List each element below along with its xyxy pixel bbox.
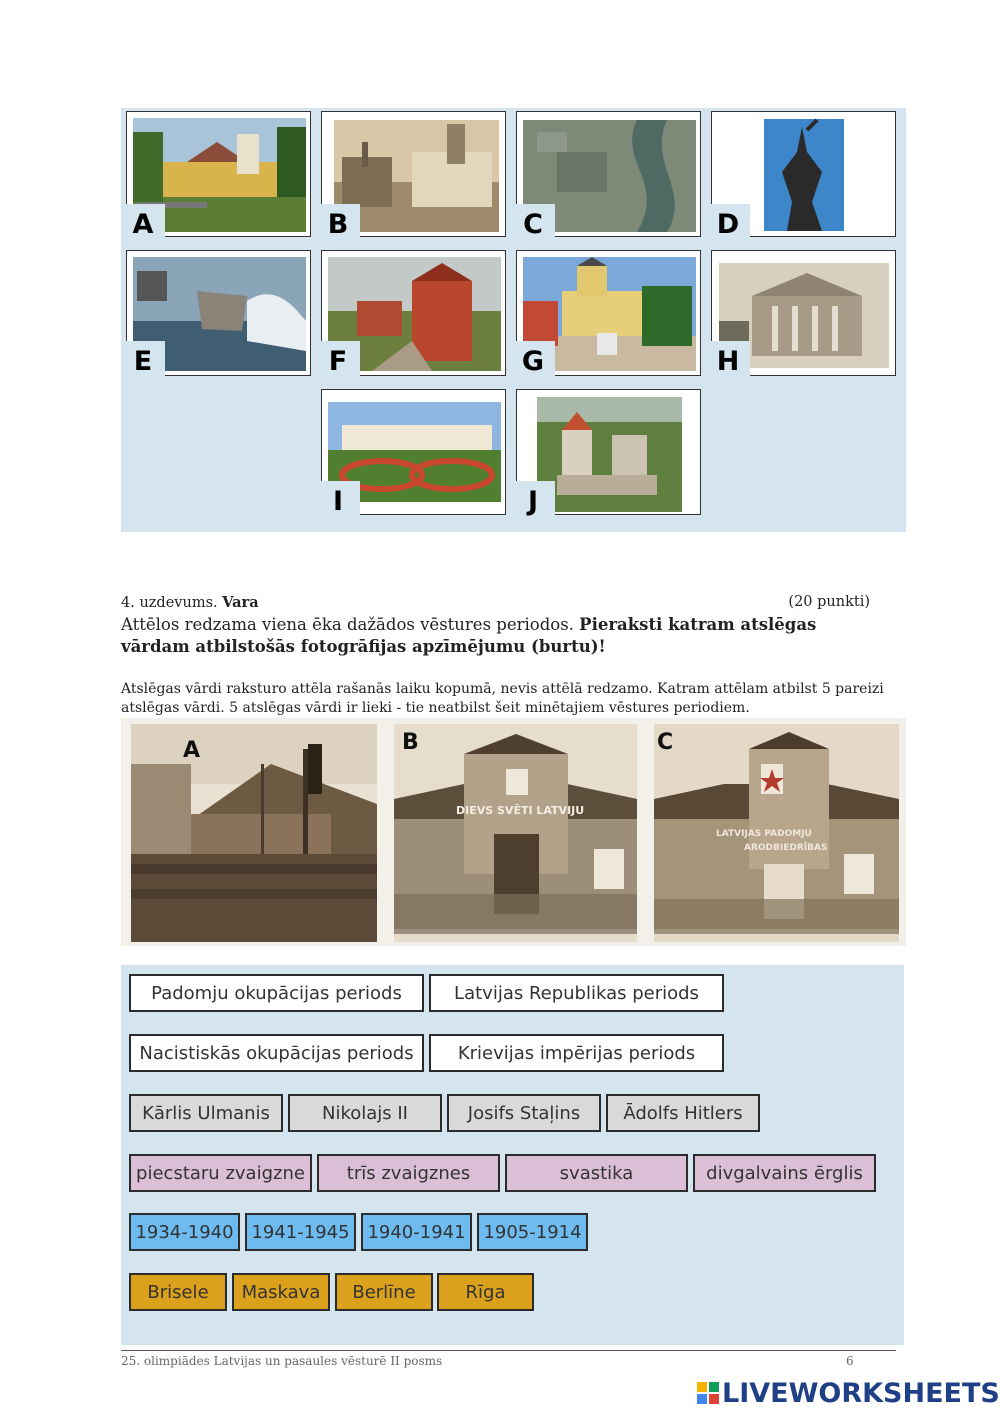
keyword-symbol-swastika[interactable]: svastika [505,1154,688,1192]
gallery-letter-c: C [511,204,555,246]
keyword-symbol-eagle[interactable]: divgalvains ērglis [693,1154,876,1192]
gallery-letter-e: E [121,341,165,383]
instruction-bold: Pieraksti katram atslēgas vārdam atbilstošās fotogrāfijas apzīmējumu (burtu)! [121,615,817,656]
keyword-symbol-three-stars[interactable]: trīs zvaigznes [317,1154,500,1192]
task-instruction [121,614,881,658]
keyword-person-ulmanis[interactable]: Kārlis Ulmanis [129,1094,283,1132]
keyword-city-berlin[interactable]: Berlīne [335,1273,433,1311]
gallery-letter-f: F [316,341,360,383]
keyword-period-empire[interactable]: Krievijas impērijas periods [429,1034,724,1072]
keyword-years-1934[interactable]: 1934-1940 [129,1213,240,1251]
footer-divider [121,1350,896,1351]
period-photo-label-b: B [402,730,419,755]
task-heading [121,594,259,611]
task-number: 4. uzdevums. [121,595,218,611]
gallery-letter-b: B [316,204,360,246]
period-photo-a [131,724,377,942]
footer-text: 25. olimpiādes Latvijas un pasaules vēsturē II posms [121,1354,443,1368]
keyword-period-republic[interactable]: Latvijas Republikas periods [429,974,724,1012]
inscription-c-line2: ARODBIEDRĪBAS [744,843,828,853]
gallery-letter-i: I [316,481,360,523]
instruction-plain: Attēlos redzama viena ēka dažādos vēstures periodos. [121,615,580,634]
period-photo-label-a: A [183,738,201,763]
gallery-letter-a: A [121,204,165,246]
liveworksheets-brand[interactable] [697,1376,1000,1410]
keyword-person-hitler[interactable]: Ādolfs Hitlers [606,1094,760,1132]
keyword-years-1905[interactable]: 1905-1914 [477,1213,588,1251]
keyword-person-nicholas[interactable]: Nikolajs II [288,1094,442,1132]
task-name: Vara [222,594,259,611]
keyword-period-soviet[interactable]: Padomju okupācijas periods [129,974,424,1012]
keyword-city-moscow[interactable]: Maskava [232,1273,330,1311]
keyword-city-brussels[interactable]: Brisele [129,1273,227,1311]
gallery-letter-d: D [706,204,750,246]
task-note: Atslēgas vārdi raksturo attēla rašanās laiku kopumā, nevis attēlā redzamo. Katram attēlam atbilst 5 pareizi atslēgas vārdi. 5 atslēgas vārdi ir lieki - tie neatbilst šeit minētajiem vēstures periodiem. [121,681,884,716]
gallery-letter-h: H [706,341,750,383]
liveworksheets-logo-icon [697,1382,719,1404]
period-photo-b [394,724,637,942]
keyword-period-nazi[interactable]: Nacistiskās okupācijas periods [129,1034,424,1072]
inscription-c-line1: LATVIJAS PADOMJU [716,829,812,839]
gallery-letter-j: J [511,481,555,523]
keyword-symbol-five-star[interactable]: piecstaru zvaigzne [129,1154,312,1192]
keyword-city-riga[interactable]: Rīga [437,1273,534,1311]
keyword-years-1941[interactable]: 1941-1945 [245,1213,356,1251]
inscription-b: DIEVS SVĒTI LATVIJU [456,804,585,817]
keyword-person-stalin[interactable]: Josifs Staļins [447,1094,601,1132]
period-photo-label-c: C [657,730,674,755]
page-number: 6 [846,1354,854,1368]
brand-name: LIVEWORKSHEETS [722,1377,1000,1409]
task-points: (20 punkti) [788,594,870,610]
period-photos [121,718,906,946]
period-photo-c [654,724,899,942]
gallery-letter-g: G [511,341,555,383]
keyword-years-1940[interactable]: 1940-1941 [361,1213,472,1251]
